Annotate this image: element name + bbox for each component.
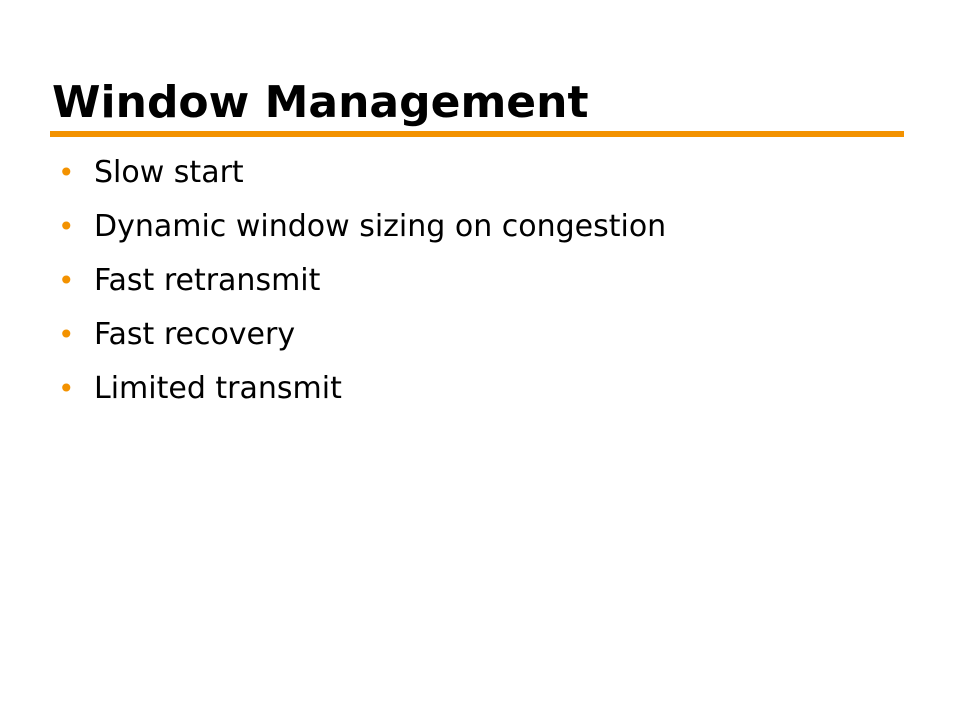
bullet-dot-icon: •	[58, 318, 75, 351]
bullet-text: Dynamic window sizing on congestion	[94, 209, 667, 244]
bullet-dot-icon: •	[58, 264, 75, 297]
slide-title: Window Management	[52, 77, 589, 128]
bullet-list	[58, 146, 666, 416]
bullet-item-slow-start	[58, 146, 666, 200]
bullet-dot-icon: •	[58, 156, 75, 189]
title-underline-rule	[50, 131, 904, 137]
bullet-item-fast-recovery	[58, 308, 666, 362]
bullet-text: Slow start	[94, 155, 244, 190]
bullet-text: Limited transmit	[94, 371, 342, 406]
bullet-text: Fast recovery	[94, 317, 296, 352]
bullet-text: Fast retransmit	[94, 263, 321, 298]
bullet-item-dynamic-window-sizing	[58, 200, 666, 254]
bullet-dot-icon: •	[58, 210, 75, 243]
bullet-item-fast-retransmit	[58, 254, 666, 308]
bullet-dot-icon: •	[58, 372, 75, 405]
bullet-item-limited-transmit	[58, 362, 666, 416]
